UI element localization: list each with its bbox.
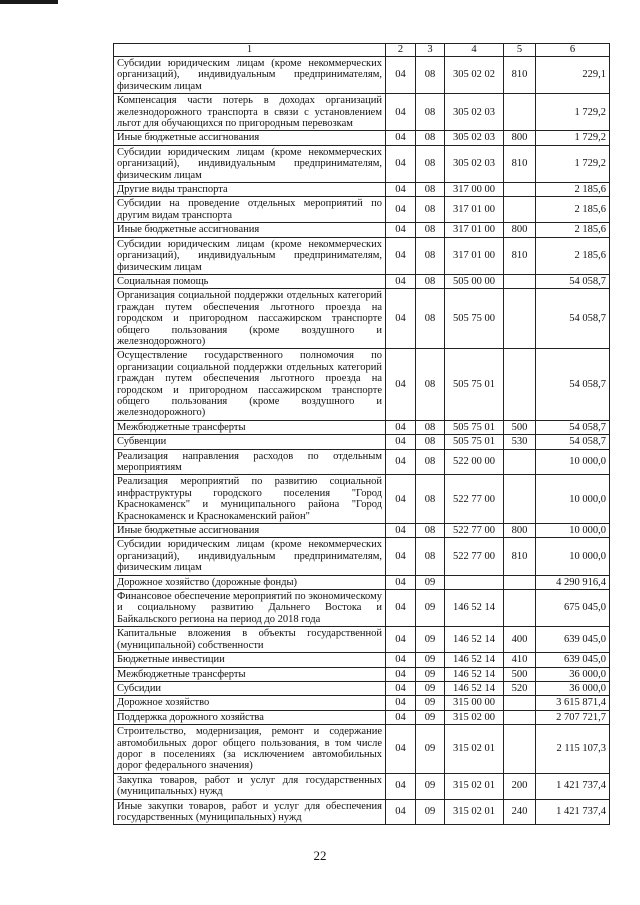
table-row [114, 773, 610, 799]
table-body [114, 57, 610, 825]
amount-cell: 10 000,0 [536, 524, 610, 538]
amount-cell: 1 729,2 [536, 131, 610, 145]
section-code-cell: 04 [386, 681, 416, 695]
target-item-cell: 317 01 00 [445, 237, 504, 274]
amount-cell: 1 729,2 [536, 145, 610, 182]
amount-cell: 3 615 871,4 [536, 696, 610, 710]
row-name-cell: Субсидии юридическим лицам (кроме некоммерческих организаций), индивидуальным предпринимателям, физическим лицам [114, 538, 386, 575]
amount-cell: 10 000,0 [536, 538, 610, 575]
subsection-code-cell: 08 [416, 435, 445, 449]
subsection-code-cell: 08 [416, 289, 445, 349]
amount-cell: 2 707 721,7 [536, 710, 610, 724]
subsection-code-cell: 08 [416, 145, 445, 182]
expense-type-cell: 520 [504, 681, 536, 695]
top-edge-mark [0, 0, 58, 4]
amount-cell: 36 000,0 [536, 667, 610, 681]
target-item-cell: 305 02 02 [445, 57, 504, 94]
section-code-cell: 04 [386, 237, 416, 274]
subsection-code-cell: 08 [416, 449, 445, 475]
target-item-cell: 315 02 01 [445, 725, 504, 774]
section-code-cell: 04 [386, 449, 416, 475]
table-row [114, 710, 610, 724]
target-item-cell: 317 00 00 [445, 183, 504, 197]
row-name-cell: Дорожное хозяйство [114, 696, 386, 710]
section-code-cell: 04 [386, 145, 416, 182]
target-item-cell: 305 02 03 [445, 94, 504, 131]
row-name-cell: Строительство, модернизация, ремонт и содержание автомобильных дорог общего пользования, в том числе дорог в поселениях (за исключением автомобильных дорог федерального значения) [114, 725, 386, 774]
expense-type-cell: 800 [504, 223, 536, 237]
target-item-cell: 315 02 01 [445, 773, 504, 799]
amount-cell: 639 045,0 [536, 627, 610, 653]
subsection-code-cell: 08 [416, 57, 445, 94]
amount-cell: 10 000,0 [536, 475, 610, 524]
row-name-cell: Субсидии юридическим лицам (кроме некоммерческих организаций), индивидуальным предпринимателям, физическим лицам [114, 237, 386, 274]
expense-type-cell [504, 197, 536, 223]
header-cell: 6 [536, 44, 610, 57]
amount-cell: 54 058,7 [536, 274, 610, 288]
expense-type-cell: 800 [504, 131, 536, 145]
target-item-cell: 315 02 01 [445, 799, 504, 825]
amount-cell: 2 185,6 [536, 197, 610, 223]
section-code-cell: 04 [386, 575, 416, 589]
table-row [114, 681, 610, 695]
subsection-code-cell: 09 [416, 653, 445, 667]
target-item-cell: 146 52 14 [445, 590, 504, 627]
row-name-cell: Компенсация части потерь в доходах организаций железнодорожного транспорта в связи с установлением льгот для обучающихся по пригородным перевозкам [114, 94, 386, 131]
row-name-cell: Субсидии [114, 681, 386, 695]
target-item-cell: 146 52 14 [445, 653, 504, 667]
section-code-cell: 04 [386, 435, 416, 449]
page-number: 22 [313, 848, 327, 863]
row-name-cell: Социальная помощь [114, 274, 386, 288]
amount-cell: 54 058,7 [536, 420, 610, 434]
amount-cell: 675 045,0 [536, 590, 610, 627]
row-name-cell: Иные бюджетные ассигнования [114, 131, 386, 145]
table-row [114, 145, 610, 182]
subsection-code-cell: 09 [416, 681, 445, 695]
target-item-cell: 146 52 14 [445, 667, 504, 681]
table-row [114, 725, 610, 774]
subsection-code-cell: 08 [416, 237, 445, 274]
expense-type-cell [504, 475, 536, 524]
table-row [114, 449, 610, 475]
amount-cell: 2 185,6 [536, 223, 610, 237]
row-name-cell: Межбюджетные трансферты [114, 667, 386, 681]
section-code-cell: 04 [386, 420, 416, 434]
expense-type-cell [504, 274, 536, 288]
row-name-cell: Субвенции [114, 435, 386, 449]
row-name-cell: Межбюджетные трансферты [114, 420, 386, 434]
expense-type-cell [504, 696, 536, 710]
amount-cell: 4 290 916,4 [536, 575, 610, 589]
amount-cell: 10 000,0 [536, 449, 610, 475]
target-item-cell: 505 75 00 [445, 289, 504, 349]
table-row [114, 57, 610, 94]
row-name-cell: Субсидии на проведение отдельных мероприятий по другим видам транспорта [114, 197, 386, 223]
subsection-code-cell: 08 [416, 131, 445, 145]
row-name-cell: Реализация мероприятий по развитию социальной инфраструктуры городского поселения "Город Краснокаменск" и муниципального района "Город Краснокаменск и Краснокаменский район" [114, 475, 386, 524]
target-item-cell: 315 02 00 [445, 710, 504, 724]
target-item-cell: 146 52 14 [445, 681, 504, 695]
section-code-cell: 04 [386, 183, 416, 197]
table-row [114, 696, 610, 710]
expense-type-cell: 810 [504, 57, 536, 94]
target-item-cell: 505 75 01 [445, 349, 504, 420]
expense-type-cell [504, 449, 536, 475]
section-code-cell: 04 [386, 696, 416, 710]
table-row [114, 538, 610, 575]
subsection-code-cell: 08 [416, 349, 445, 420]
table-row [114, 475, 610, 524]
amount-cell: 36 000,0 [536, 681, 610, 695]
row-name-cell: Закупка товаров, работ и услуг для государственных (муниципальных) нужд [114, 773, 386, 799]
expense-type-cell [504, 725, 536, 774]
section-code-cell: 04 [386, 289, 416, 349]
row-name-cell: Капитальные вложения в объекты государственной (муниципальной) собственности [114, 627, 386, 653]
table-row [114, 420, 610, 434]
subsection-code-cell: 08 [416, 420, 445, 434]
table-row [114, 667, 610, 681]
table-row [114, 435, 610, 449]
row-name-cell: Осуществление государственного полномочия по организации социальной поддержки отдельных категорий граждан путем обеспечения льготного проезда на городском и пригородном пассажирском транспорте общего пользования (кроме воздушного и железнодорожного) [114, 349, 386, 420]
header-cell: 4 [445, 44, 504, 57]
row-name-cell: Организация социальной поддержки отдельных категорий граждан путем обеспечения льготного проезда на городском и пригородном пассажирском транспорте общего пользования (кроме воздушного и железнодорожного) [114, 289, 386, 349]
section-code-cell: 04 [386, 590, 416, 627]
expense-type-cell [504, 575, 536, 589]
table-row [114, 223, 610, 237]
target-item-cell: 317 01 00 [445, 197, 504, 223]
expense-type-cell: 200 [504, 773, 536, 799]
section-code-cell: 04 [386, 94, 416, 131]
table-row [114, 590, 610, 627]
table-row [114, 575, 610, 589]
expense-type-cell: 530 [504, 435, 536, 449]
section-code-cell: 04 [386, 524, 416, 538]
section-code-cell: 04 [386, 799, 416, 825]
table-row [114, 183, 610, 197]
subsection-code-cell: 09 [416, 590, 445, 627]
section-code-cell: 04 [386, 197, 416, 223]
subsection-code-cell: 09 [416, 696, 445, 710]
expense-type-cell: 500 [504, 420, 536, 434]
table-row [114, 274, 610, 288]
table-row [114, 289, 610, 349]
expense-type-cell [504, 289, 536, 349]
expense-type-cell [504, 183, 536, 197]
table-row [114, 94, 610, 131]
subsection-code-cell: 09 [416, 799, 445, 825]
row-name-cell: Реализация направления расходов по отдельным мероприятиям [114, 449, 386, 475]
budget-table [113, 43, 610, 825]
expense-type-cell: 800 [504, 524, 536, 538]
table-row [114, 799, 610, 825]
target-item-cell: 305 02 03 [445, 145, 504, 182]
subsection-code-cell: 09 [416, 575, 445, 589]
target-item-cell: 505 75 01 [445, 435, 504, 449]
subsection-code-cell: 08 [416, 197, 445, 223]
amount-cell: 2 115 107,3 [536, 725, 610, 774]
row-name-cell: Иные бюджетные ассигнования [114, 524, 386, 538]
row-name-cell: Субсидии юридическим лицам (кроме некоммерческих организаций), индивидуальным предпринимателям, физическим лицам [114, 145, 386, 182]
table-row [114, 653, 610, 667]
target-item-cell [445, 575, 504, 589]
section-code-cell: 04 [386, 627, 416, 653]
section-code-cell: 04 [386, 773, 416, 799]
expense-type-cell [504, 590, 536, 627]
row-name-cell: Дорожное хозяйство (дорожные фонды) [114, 575, 386, 589]
expense-type-cell: 500 [504, 667, 536, 681]
amount-cell: 229,1 [536, 57, 610, 94]
target-item-cell: 522 00 00 [445, 449, 504, 475]
subsection-code-cell: 08 [416, 475, 445, 524]
table-header-row [114, 44, 610, 57]
subsection-code-cell: 08 [416, 524, 445, 538]
section-code-cell: 04 [386, 667, 416, 681]
target-item-cell: 522 77 00 [445, 475, 504, 524]
table-row [114, 237, 610, 274]
expense-type-cell: 410 [504, 653, 536, 667]
subsection-code-cell: 08 [416, 274, 445, 288]
table-row [114, 524, 610, 538]
subsection-code-cell: 08 [416, 183, 445, 197]
row-name-cell: Иные закупки товаров, работ и услуг для обеспечения государственных (муниципальных) нужд [114, 799, 386, 825]
section-code-cell: 04 [386, 223, 416, 237]
row-name-cell: Иные бюджетные ассигнования [114, 223, 386, 237]
amount-cell: 2 185,6 [536, 183, 610, 197]
row-name-cell: Финансовое обеспечение мероприятий по экономическому и социальному развитию Дальнего Востока и Байкальского региона на период до 2018 года [114, 590, 386, 627]
table-row [114, 197, 610, 223]
header-cell: 5 [504, 44, 536, 57]
table-row [114, 627, 610, 653]
row-name-cell: Поддержка дорожного хозяйства [114, 710, 386, 724]
expense-type-cell: 810 [504, 237, 536, 274]
amount-cell: 54 058,7 [536, 349, 610, 420]
subsection-code-cell: 09 [416, 627, 445, 653]
subsection-code-cell: 09 [416, 710, 445, 724]
amount-cell: 1 421 737,4 [536, 773, 610, 799]
target-item-cell: 146 52 14 [445, 627, 504, 653]
amount-cell: 1 421 737,4 [536, 799, 610, 825]
amount-cell: 639 045,0 [536, 653, 610, 667]
table-row [114, 349, 610, 420]
expense-type-cell: 810 [504, 145, 536, 182]
amount-cell: 2 185,6 [536, 237, 610, 274]
section-code-cell: 04 [386, 57, 416, 94]
row-name-cell: Бюджетные инвестиции [114, 653, 386, 667]
section-code-cell: 04 [386, 653, 416, 667]
target-item-cell: 305 02 03 [445, 131, 504, 145]
section-code-cell: 04 [386, 349, 416, 420]
section-code-cell: 04 [386, 538, 416, 575]
target-item-cell: 317 01 00 [445, 223, 504, 237]
section-code-cell: 04 [386, 725, 416, 774]
subsection-code-cell: 08 [416, 94, 445, 131]
expense-type-cell [504, 349, 536, 420]
subsection-code-cell: 08 [416, 538, 445, 575]
header-cell: 1 [114, 44, 386, 57]
subsection-code-cell: 09 [416, 725, 445, 774]
section-code-cell: 04 [386, 131, 416, 145]
amount-cell: 54 058,7 [536, 435, 610, 449]
table-row [114, 131, 610, 145]
header-cell: 2 [386, 44, 416, 57]
target-item-cell: 505 75 01 [445, 420, 504, 434]
section-code-cell: 04 [386, 274, 416, 288]
subsection-code-cell: 08 [416, 223, 445, 237]
amount-cell: 54 058,7 [536, 289, 610, 349]
expense-type-cell: 810 [504, 538, 536, 575]
header-cell: 3 [416, 44, 445, 57]
expense-type-cell: 400 [504, 627, 536, 653]
row-name-cell: Субсидии юридическим лицам (кроме некоммерческих организаций), индивидуальным предпринимателям, физическим лицам [114, 57, 386, 94]
expense-type-cell [504, 710, 536, 724]
section-code-cell: 04 [386, 710, 416, 724]
target-item-cell: 522 77 00 [445, 538, 504, 575]
target-item-cell: 522 77 00 [445, 524, 504, 538]
expense-type-cell: 240 [504, 799, 536, 825]
section-code-cell: 04 [386, 475, 416, 524]
amount-cell: 1 729,2 [536, 94, 610, 131]
target-item-cell: 505 00 00 [445, 274, 504, 288]
target-item-cell: 315 00 00 [445, 696, 504, 710]
row-name-cell: Другие виды транспорта [114, 183, 386, 197]
expense-type-cell [504, 94, 536, 131]
subsection-code-cell: 09 [416, 667, 445, 681]
subsection-code-cell: 09 [416, 773, 445, 799]
